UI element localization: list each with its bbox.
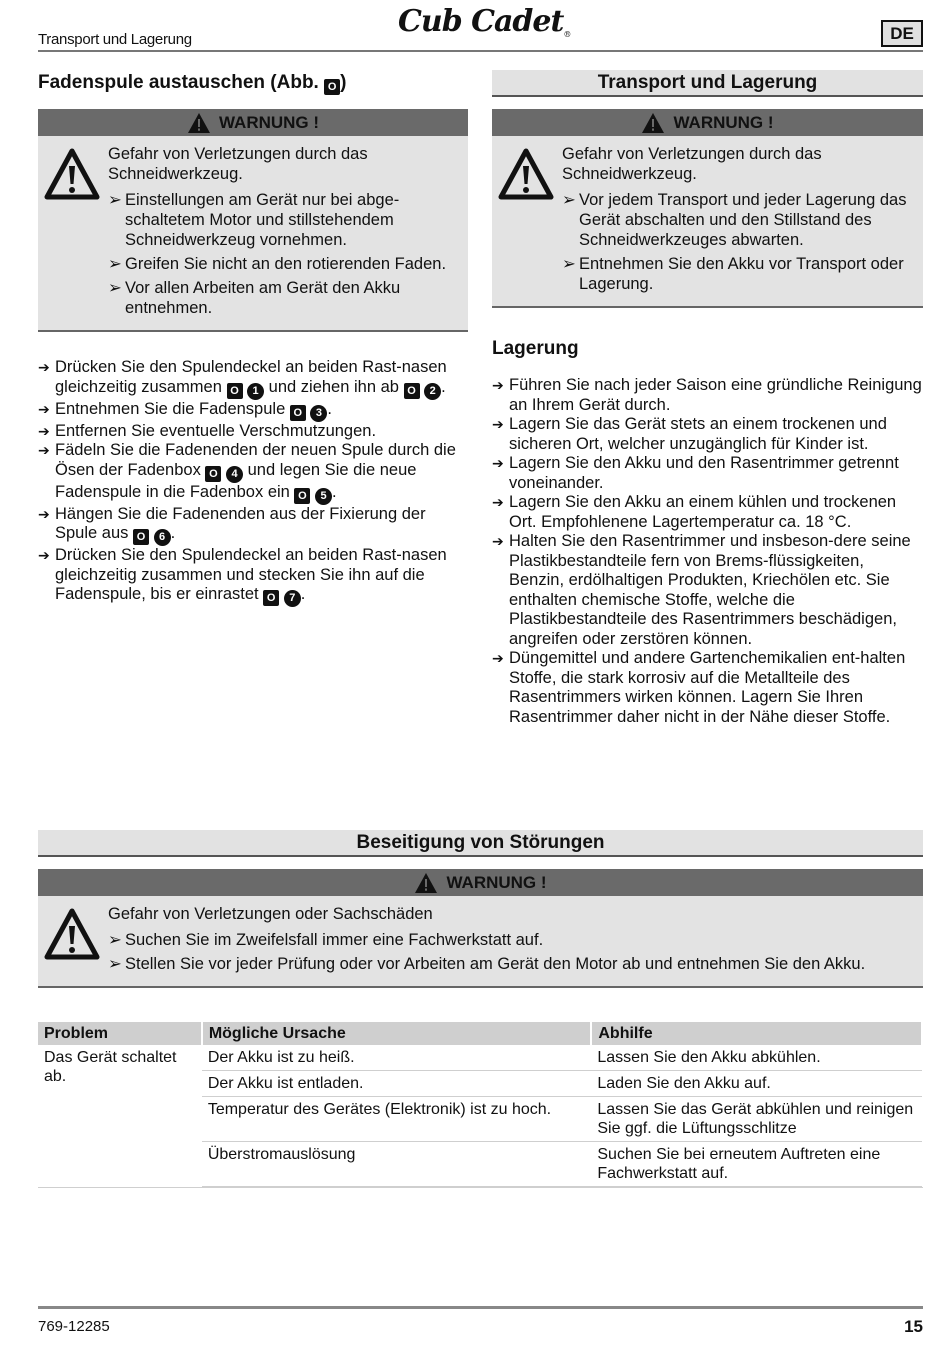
warning-label: WARNUNG ! (673, 112, 774, 132)
warning-item: ➢ Vor jedem Transport und jeder Lagerung das Gerät abschalten und den Stillstand des Schneidwerkzeuges abwarten. (562, 191, 907, 249)
step-number-badge: 3 (310, 405, 327, 422)
warning-label: WARNUNG ! (446, 872, 547, 892)
figure-ref-badge: O (290, 405, 306, 421)
figure-ref-badge: O (294, 488, 310, 504)
chevron-right-icon: ➢ (108, 191, 122, 209)
warning-bar (492, 109, 923, 136)
warning-list (562, 190, 915, 294)
step-number-badge: 4 (226, 466, 243, 483)
step-number-badge: 2 (424, 383, 441, 400)
warning-triangle-icon (498, 148, 554, 200)
warning-item: ➢ Greifen Sie nicht an den rotierenden Faden. (108, 255, 447, 273)
spool-replace-heading: Fadenspule austauschen (Abb. O ) (38, 72, 347, 93)
language-badge: DE (881, 20, 923, 47)
chevron-right-icon: ➢ (562, 191, 576, 209)
list-item: ➔ Entnehmen Sie die Fadenspule O 3 . (38, 400, 468, 422)
page-header (38, 0, 923, 52)
warning-body (38, 896, 923, 986)
list-item: ➔ Hängen Sie die Fadenenden aus der Fixierung der Spule aus O 6 . (38, 505, 468, 547)
arrow-right-icon: ➔ (492, 455, 504, 471)
list-item: ➔ Düngemittel und andere Gartenchemikalien ent-halten Stoffe, die stark korrosiv auf die Metallteile des Rasentrimmers wirken können. Lagern Sie Ihren Rasentrimmer daher nicht in der Nähe dieser Stoffe. (492, 649, 906, 726)
figure-ref-badge: O (205, 466, 221, 482)
list-item: ➔ Lagern Sie den Akku an einem kühlen und trockenen Ort. Empfohlenene Lagertemperatur ca. 18 °C. (492, 493, 897, 531)
warning-triangle-icon (641, 112, 665, 134)
warning-list (108, 930, 915, 974)
column-header: Mögliche Ursache (202, 1022, 592, 1045)
chevron-right-icon: ➢ (108, 255, 122, 273)
chevron-right-icon: ➢ (108, 931, 122, 949)
warning-triangle-icon (414, 872, 438, 894)
brand-logo: Cub Cadet® (398, 4, 571, 39)
list-item: ➔ Drücken Sie den Spulendeckel an beiden Rast-nasen gleichzeitig zusammen und stecken Sie ihn auf die Fadenspule, bis er einrastet O 7 . (38, 546, 468, 607)
warning-list (108, 190, 460, 318)
warning-item: ➢ Vor allen Arbeiten am Gerät den Akku entnehmen. (108, 279, 401, 317)
table-bottom-rule (38, 1187, 923, 1188)
problem-cell: Das Gerät schaltet ab. (44, 1049, 177, 1085)
list-item: ➔ Halten Sie den Rasentrimmer und insbeson-dere seine Plastikbestandteile fern von Brems-flüssigkeiten, Benzin, erdölhaltigen Produkten, Kriechölen etc. Sie enthalten chemische Stoffe, welche die Plastikbestandteile des Rasentrimmers beschädigen, angreifen oder zerstören können. (492, 532, 911, 648)
warning-item: ➢ Entnehmen Sie den Akku vor Transport oder Lagerung. (562, 255, 904, 293)
column-header: Problem (38, 1022, 202, 1045)
warning-text: Gefahr von Verletzungen durch das Schneidwerkzeug. (108, 145, 368, 183)
right-column (492, 70, 923, 727)
warning-triangle-icon (44, 908, 100, 960)
troubleshooting-table (38, 1022, 923, 1187)
arrow-right-icon: ➔ (492, 494, 504, 510)
warning-text: Gefahr von Verletzungen durch das Schneidwerkzeug. (562, 145, 822, 183)
arrow-right-icon: ➔ (38, 505, 50, 522)
remedy-cell: Suchen Sie bei erneutem Auftreten eine Fachwerkstatt auf. (591, 1142, 922, 1187)
cause-cell: Überstromauslösung (202, 1142, 592, 1187)
arrow-right-icon: ➔ (38, 359, 50, 375)
spool-steps-list (38, 358, 468, 607)
arrow-right-icon: ➔ (492, 533, 504, 549)
warning-item: ➢ Einstellungen am Gerät nur bei abge-schaltetem Motor und stillstehendem Schneidwerkzeug vornehmen. (108, 191, 400, 249)
troubleshooting-heading: Beseitigung von Störungen (38, 830, 923, 857)
chevron-right-icon: ➢ (108, 279, 122, 297)
warning-box (38, 869, 923, 988)
arrow-right-icon: ➔ (38, 442, 50, 458)
warning-body (38, 136, 468, 330)
table-header-row (38, 1022, 922, 1045)
list-item: ➔ Führen Sie nach jeder Saison eine gründliche Reinigung an Ihrem Gerät durch. (492, 376, 922, 414)
warning-text: Gefahr von Verletzungen oder Sachschäden (108, 905, 433, 923)
page-footer (38, 1306, 923, 1336)
figure-ref-badge: O (133, 529, 149, 545)
remedy-cell: Lassen Sie den Akku abkühlen. (591, 1045, 922, 1071)
chevron-right-icon: ➢ (108, 955, 122, 973)
list-item: ➔ Lagern Sie den Akku und den Rasentrimmer getrennt voneinander. (492, 454, 899, 492)
arrow-right-icon: ➔ (492, 416, 504, 432)
figure-ref-badge: O (227, 383, 243, 399)
arrow-right-icon: ➔ (492, 377, 504, 393)
troubleshooting-section (38, 830, 923, 1188)
step-number-badge: 5 (315, 488, 332, 505)
warning-bar (38, 869, 923, 896)
left-column (38, 70, 468, 607)
storage-subheading: Lagerung (492, 338, 579, 359)
storage-steps-list (492, 376, 923, 727)
arrow-right-icon: ➔ (38, 547, 50, 563)
step-number-badge: 6 (154, 529, 171, 546)
arrow-right-icon: ➔ (492, 650, 504, 666)
transport-heading: Transport und Lagerung (492, 70, 923, 97)
step-number-badge: 1 (247, 383, 264, 400)
list-item: ➔ Fädeln Sie die Fadenenden der neuen Spule durch die Ösen der Fadenbox O 4 und legen Sie die neue Fadenspule in die Fadenbox ein O 5 . (38, 441, 468, 505)
arrow-right-icon: ➔ (38, 400, 50, 417)
arrow-right-icon: ➔ (38, 422, 50, 439)
cause-cell: Der Akku ist entladen. (202, 1071, 592, 1097)
warning-box (38, 109, 468, 332)
page-number: 15 (904, 1317, 923, 1336)
table-row (38, 1045, 922, 1071)
warning-label: WARNUNG ! (218, 112, 320, 132)
warning-box (492, 109, 923, 308)
cause-cell: Der Akku ist zu heiß. (202, 1045, 592, 1071)
figure-ref-badge: O (263, 590, 279, 606)
list-item: ➔ Entfernen Sie eventuelle Verschmutzungen. (38, 421, 377, 440)
header-section-title: Transport und Lagerung (38, 31, 192, 48)
warning-item: ➢ Stellen Sie vor jeder Prüfung oder vor Arbeiten am Gerät den Motor ab und entnehmen Sie den Akku. (108, 955, 866, 973)
cause-cell: Temperatur des Gerätes (Elektronik) ist zu hoch. (202, 1097, 592, 1142)
warning-body (492, 136, 923, 306)
figure-ref-badge: O (404, 383, 420, 399)
warning-item: ➢ Suchen Sie im Zweifelsfall immer eine Fachwerkstatt auf. (108, 931, 544, 949)
chevron-right-icon: ➢ (562, 255, 576, 273)
remedy-cell: Lassen Sie das Gerät abkühlen und reinigen Sie ggf. die Lüftungsschlitze (591, 1097, 922, 1142)
list-item: ➔ Lagern Sie das Gerät stets an einem trockenen und sicheren Ort, welcher unzugänglich für Kinder ist. (492, 415, 887, 453)
column-header: Abhilfe (591, 1022, 922, 1045)
warning-triangle-icon (44, 148, 100, 200)
figure-ref-badge: O (324, 79, 340, 95)
remedy-cell: Laden Sie den Akku auf. (591, 1071, 922, 1097)
list-item: ➔ Drücken Sie den Spulendeckel an beiden Rast-nasen gleichzeitig zusammen O 1 und ziehen ihn ab O 2 . (38, 358, 468, 400)
step-number-badge: 7 (284, 590, 301, 607)
document-number: 769-12285 (38, 1318, 110, 1335)
warning-bar (38, 109, 468, 136)
warning-triangle-icon (187, 112, 211, 134)
